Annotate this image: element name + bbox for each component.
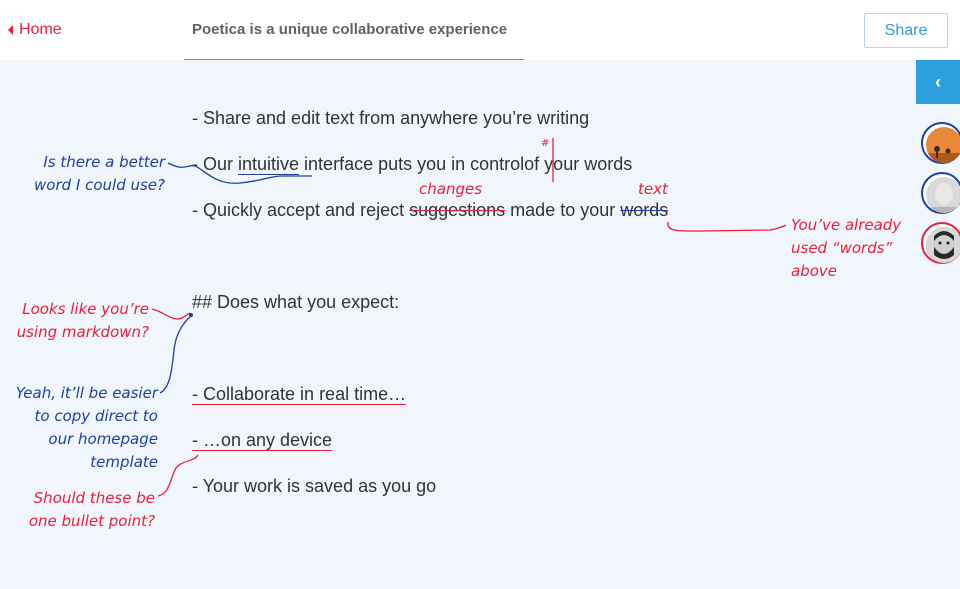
comment-text: Should these be [33,489,155,507]
comment-text: word I could use? [34,176,165,194]
suggestion-changes[interactable]: changes [419,180,483,198]
comment-text: Yeah, it’ll be easier [15,384,158,402]
avatar[interactable] [921,222,960,264]
comment-text: above [791,262,837,280]
back-arrow-icon [8,25,13,35]
suggestion-text[interactable]: text [638,180,668,198]
comment-text: to copy direct to [34,407,158,425]
comment-text: Is there a better [43,153,165,171]
person-face-icon [926,227,960,263]
commented-line[interactable]: - …on any device [192,430,333,450]
comment-text: You’ve already [791,216,902,234]
commented-line[interactable]: - Collaborate in real time… [192,384,407,404]
comment-better-word[interactable] [20,151,165,197]
document-line[interactable]: - Your work is saved as you go [192,476,437,496]
connector-easier-copy [160,316,191,393]
person-silhouette-icon [926,127,960,163]
commented-word[interactable]: intuitive [238,154,300,174]
document-title[interactable]: Poetica is a unique collaborative experience [184,0,524,60]
comment-markdown[interactable] [8,298,149,344]
text-segment: interface puts you in control [299,154,525,174]
comment-bullet-point[interactable] [8,487,155,533]
avatar-image [926,127,960,163]
avatar[interactable] [921,122,960,164]
avatar[interactable] [921,172,960,214]
document-line[interactable] [192,153,632,175]
document-line[interactable] [192,199,668,221]
anchor-dot [189,313,193,317]
home-link[interactable] [8,20,62,40]
text-segment: of your words [524,154,633,174]
home-label: Home [19,21,62,38]
comment-text: one bullet point? [28,512,155,530]
person-face-icon [926,177,960,213]
insert-mark[interactable]: # [541,138,550,149]
chevron-left-icon: ‹ [935,71,941,92]
document-line[interactable] [192,429,332,451]
document-line[interactable] [192,383,406,405]
replaced-word[interactable]: words [620,200,669,220]
document-line[interactable]: - Share and edit text from anywhere you’re writing [192,108,590,128]
connector-markdown [152,309,191,319]
top-bar [0,0,960,60]
comment-easier-copy[interactable] [8,382,158,474]
connector-already-used [668,222,786,231]
comment-text: our homepage [48,430,158,448]
comment-text: used “words” [791,239,893,257]
text-segment: made to your [505,200,621,220]
text-segment: - Quickly accept and reject [192,200,410,220]
text-segment: - Our [192,154,239,174]
comment-text: template [90,453,158,471]
document-heading[interactable]: ## Does what you expect: [192,292,400,312]
share-button[interactable]: Share [864,13,948,48]
comment-text: using markdown? [16,323,149,341]
deleted-suggestion[interactable]: suggestions [409,200,506,220]
comment-already-used[interactable] [791,214,901,283]
collapse-panel-button[interactable] [916,60,960,104]
comment-text: Looks like you’re [22,300,149,318]
avatar-image [926,177,960,213]
avatar-image [926,227,960,263]
